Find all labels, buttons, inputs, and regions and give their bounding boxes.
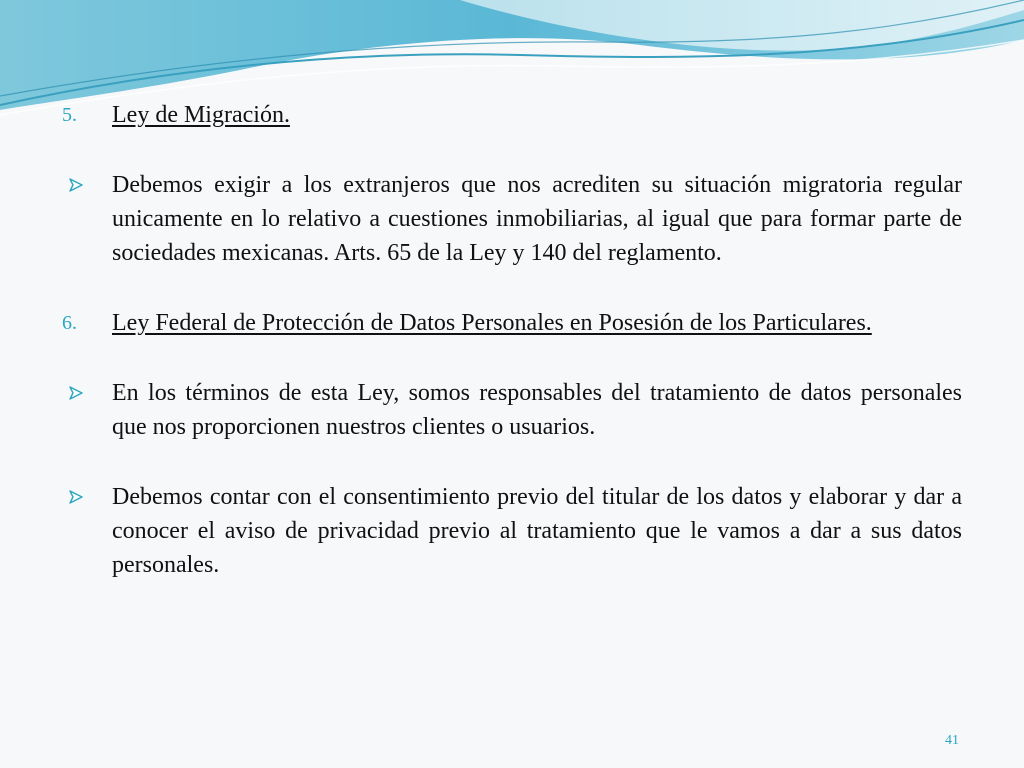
- bullet-text: En los términos de esta Ley, somos responsables del tratamiento de datos personales que nos proporcionen nuestros clientes o usuarios.: [112, 380, 962, 440]
- list-item: [62, 306, 962, 340]
- bullet-text: Debemos exigir a los extranjeros que nos acrediten su situación migratoria regular unicamente en lo relativo a cuestiones inmobiliarias, al igual que para formar parte de sociedades mexicanas. Arts. 65 de la Ley y 140 del reglamento.: [112, 172, 962, 266]
- list-item: [62, 168, 962, 270]
- list-number: 6.: [62, 312, 77, 334]
- slide-content: [62, 98, 962, 582]
- list-item: [62, 376, 962, 444]
- section-heading-datos-personales: Ley Federal de Protección de Datos Personales en Posesión de los Particulares.: [112, 310, 872, 336]
- arrow-bullet-icon: [62, 376, 112, 410]
- bullet-text: Debemos contar con el consentimiento previo del titular de los datos y elaborar y dar a conocer el aviso de privacidad previo al tratamiento que le vamos a dar a sus datos personales.: [112, 484, 962, 578]
- list-number: 5.: [62, 104, 77, 126]
- page-number: 41: [945, 733, 959, 748]
- list-item: [62, 98, 962, 132]
- arrow-bullet-icon: [62, 168, 112, 202]
- section-heading-migracion: Ley de Migración.: [112, 102, 290, 128]
- arrow-bullet-icon: [62, 480, 112, 514]
- list-item: [62, 480, 962, 582]
